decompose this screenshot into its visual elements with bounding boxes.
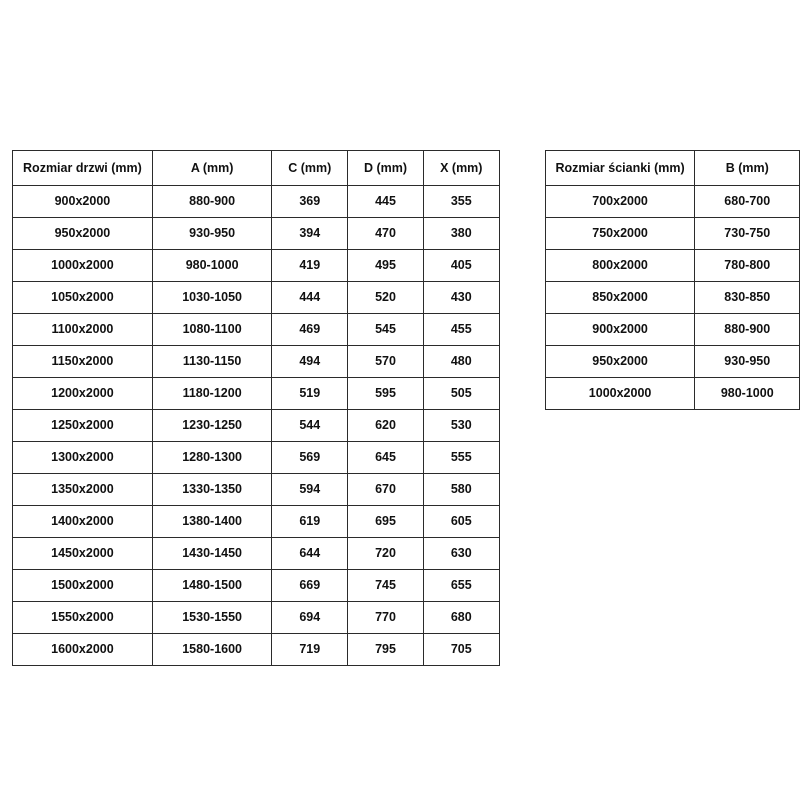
cell-d: 570 [348,346,424,378]
cell-a: 880-900 [152,186,272,218]
cell-d: 470 [348,218,424,250]
cell-wall-size: 700x2000 [545,186,695,218]
cell-d: 770 [348,602,424,634]
table-row [13,442,500,474]
table-row [13,602,500,634]
table-row [545,314,799,346]
cell-c: 369 [272,186,348,218]
cell-door-size: 900x2000 [13,186,153,218]
table-row [13,410,500,442]
cell-door-size: 1400x2000 [13,506,153,538]
cell-a: 1330-1350 [152,474,272,506]
cell-door-size: 1600x2000 [13,634,153,666]
column-header-b: B (mm) [695,151,800,186]
table-row [545,218,799,250]
cell-wall-size: 750x2000 [545,218,695,250]
cell-x: 505 [423,378,499,410]
cell-wall-size: 900x2000 [545,314,695,346]
table-row [13,474,500,506]
cell-d: 795 [348,634,424,666]
cell-x: 355 [423,186,499,218]
table-row [13,314,500,346]
door-size-table-block [12,150,500,666]
table-row [13,506,500,538]
cell-a: 1430-1450 [152,538,272,570]
cell-a: 1580-1600 [152,634,272,666]
cell-b: 730-750 [695,218,800,250]
table-row [545,282,799,314]
cell-c: 644 [272,538,348,570]
table-row [545,378,799,410]
cell-wall-size: 1000x2000 [545,378,695,410]
cell-door-size: 1250x2000 [13,410,153,442]
cell-door-size: 1000x2000 [13,250,153,282]
cell-wall-size: 850x2000 [545,282,695,314]
cell-b: 930-950 [695,346,800,378]
cell-door-size: 950x2000 [13,218,153,250]
cell-a: 980-1000 [152,250,272,282]
table-header-row [545,151,799,186]
cell-a: 1180-1200 [152,378,272,410]
cell-x: 655 [423,570,499,602]
cell-d: 695 [348,506,424,538]
cell-c: 419 [272,250,348,282]
table-row [13,186,500,218]
table-row [545,250,799,282]
column-header-c: C (mm) [272,151,348,186]
cell-a: 1530-1550 [152,602,272,634]
cell-b: 830-850 [695,282,800,314]
table-header-row [13,151,500,186]
column-header-x: X (mm) [423,151,499,186]
column-header-d: D (mm) [348,151,424,186]
cell-door-size: 1200x2000 [13,378,153,410]
cell-door-size: 1350x2000 [13,474,153,506]
cell-a: 1030-1050 [152,282,272,314]
cell-d: 545 [348,314,424,346]
cell-door-size: 1500x2000 [13,570,153,602]
cell-d: 670 [348,474,424,506]
cell-d: 745 [348,570,424,602]
cell-c: 494 [272,346,348,378]
cell-d: 445 [348,186,424,218]
column-header-door-size: Rozmiar drzwi (mm) [13,151,153,186]
cell-x: 455 [423,314,499,346]
cell-door-size: 1550x2000 [13,602,153,634]
cell-b: 980-1000 [695,378,800,410]
cell-c: 669 [272,570,348,602]
cell-b: 880-900 [695,314,800,346]
cell-x: 405 [423,250,499,282]
cell-x: 630 [423,538,499,570]
table-row [13,378,500,410]
cell-c: 569 [272,442,348,474]
cell-d: 720 [348,538,424,570]
cell-c: 519 [272,378,348,410]
cell-x: 605 [423,506,499,538]
table-row [545,186,799,218]
cell-door-size: 1050x2000 [13,282,153,314]
table-row [545,346,799,378]
cell-a: 1480-1500 [152,570,272,602]
tables-container [0,150,800,666]
cell-door-size: 1300x2000 [13,442,153,474]
cell-x: 580 [423,474,499,506]
cell-d: 520 [348,282,424,314]
cell-a: 1080-1100 [152,314,272,346]
cell-d: 620 [348,410,424,442]
cell-c: 544 [272,410,348,442]
door-size-table [12,150,500,666]
column-header-wall-size: Rozmiar ścianki (mm) [545,151,695,186]
column-header-a: A (mm) [152,151,272,186]
cell-b: 680-700 [695,186,800,218]
cell-a: 1280-1300 [152,442,272,474]
table-row [13,250,500,282]
cell-x: 530 [423,410,499,442]
table-row [13,570,500,602]
cell-x: 680 [423,602,499,634]
cell-x: 430 [423,282,499,314]
cell-a: 1130-1150 [152,346,272,378]
cell-wall-size: 800x2000 [545,250,695,282]
cell-c: 469 [272,314,348,346]
cell-x: 705 [423,634,499,666]
table-row [13,282,500,314]
cell-wall-size: 950x2000 [545,346,695,378]
cell-b: 780-800 [695,250,800,282]
cell-x: 380 [423,218,499,250]
table-row [13,346,500,378]
cell-a: 1380-1400 [152,506,272,538]
wall-size-table-block [545,150,800,410]
cell-c: 594 [272,474,348,506]
cell-x: 480 [423,346,499,378]
cell-c: 719 [272,634,348,666]
cell-c: 694 [272,602,348,634]
cell-door-size: 1450x2000 [13,538,153,570]
wall-size-table [545,150,800,410]
cell-door-size: 1100x2000 [13,314,153,346]
cell-d: 495 [348,250,424,282]
table-row [13,634,500,666]
cell-d: 595 [348,378,424,410]
cell-door-size: 1150x2000 [13,346,153,378]
cell-a: 1230-1250 [152,410,272,442]
cell-a: 930-950 [152,218,272,250]
cell-c: 444 [272,282,348,314]
table-row [13,538,500,570]
cell-d: 645 [348,442,424,474]
cell-c: 394 [272,218,348,250]
table-row [13,218,500,250]
cell-c: 619 [272,506,348,538]
cell-x: 555 [423,442,499,474]
